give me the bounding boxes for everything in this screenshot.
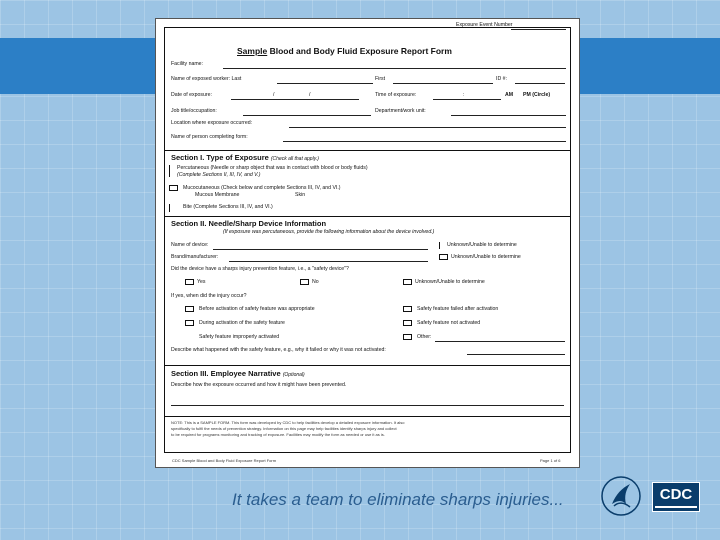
mucous-membrane-label: Mucous Membrane [195, 192, 240, 198]
narrative-prompt: Describe how the exposure occurred and how it might have been prevented. [171, 382, 347, 388]
safety-yes-checkbox[interactable] [185, 279, 194, 285]
safety-unknown-checkbox[interactable] [403, 279, 412, 285]
form-title: Sample Blood and Body Fluid Exposure Report Form [237, 46, 452, 56]
date-field[interactable] [231, 99, 359, 100]
footer-right: Page 1 of 6 [540, 458, 561, 463]
worker-last-field[interactable] [277, 83, 373, 84]
location-label: Location where exposure occurred: [171, 120, 253, 126]
narrative-field[interactable] [171, 405, 564, 406]
job-field[interactable] [243, 115, 371, 116]
when-during-checkbox[interactable] [185, 320, 194, 326]
when-improper-label: Safety feature improperly activated [199, 334, 280, 340]
department-field[interactable] [451, 115, 566, 116]
percutaneous-checkbox[interactable] [169, 165, 172, 177]
divider-2 [165, 216, 570, 217]
footer-left: CDC Sample Blood and Body Fluid Exposure Report Form [172, 458, 277, 463]
bite-checkbox[interactable] [169, 204, 172, 212]
location-field[interactable] [289, 127, 566, 128]
date-slash-2: / [309, 92, 311, 98]
worker-first-field[interactable] [393, 83, 493, 84]
percutaneous-note: (Complete Sections II, III, IV, and V.) [177, 172, 261, 178]
when-during-label: During activation of the safety feature [199, 320, 285, 326]
time-field[interactable] [433, 99, 501, 100]
when-question: If yes, when did the injury occur? [171, 293, 247, 299]
note-line-3: to be required for programs monitoring and tracking of exposure. Facilities may modify the form as needed or use it as is. [171, 432, 385, 437]
time-colon: : [463, 92, 465, 98]
when-failed-label: Safety feature failed after activation [417, 306, 499, 312]
form-body [164, 27, 571, 453]
divider-1 [165, 150, 570, 151]
date-label: Date of exposure: [171, 92, 212, 98]
when-not-activated-label: Safety feature not activated [417, 320, 481, 326]
percutaneous-label: Percutaneous (Needle or sharp object that was in contact with blood or body fluids) [177, 165, 368, 171]
section-2-title: Section II. Needle/Sharp Device Information [171, 219, 327, 228]
device-unknown-checkbox[interactable] [439, 242, 442, 249]
date-slash-1: / [273, 92, 275, 98]
cdc-logo: CDC [652, 482, 700, 512]
safety-yes-label: Yes [197, 279, 206, 285]
device-name-field[interactable] [213, 249, 428, 250]
divider-4 [165, 416, 570, 417]
when-failed-checkbox[interactable] [403, 306, 412, 312]
device-unknown-label: Unknown/Unable to determine [447, 242, 517, 248]
facility-label: Facility name: [171, 61, 203, 67]
department-label: Department/work unit: [375, 108, 426, 114]
report-form [155, 18, 580, 468]
time-label: Time of exposure: [375, 92, 417, 98]
divider-3 [165, 365, 570, 366]
completing-field[interactable] [283, 141, 566, 142]
worker-first-label: First [375, 76, 386, 82]
bite-label: Bite (Complete Sections III, IV, and VI.) [183, 204, 273, 210]
when-before-checkbox[interactable] [185, 306, 194, 312]
pm-option[interactable]: PM (Circle) [523, 92, 551, 98]
mucocutaneous-checkbox[interactable] [169, 185, 178, 191]
id-field[interactable] [515, 83, 565, 84]
when-not-activated-checkbox[interactable] [403, 320, 412, 326]
id-label: ID #: [496, 76, 507, 82]
brand-field[interactable] [229, 261, 428, 262]
safety-question: Did the device have a sharps injury prevention feature, i.e., a "safety device"? [171, 266, 349, 272]
when-before-label: Before activation of safety feature was appropriate [199, 306, 315, 312]
brand-label: Brand/manufacturer: [171, 254, 219, 260]
facility-field[interactable] [223, 68, 566, 69]
brand-unknown-label: Unknown/Unable to determine [451, 254, 521, 260]
am-option[interactable]: AM [505, 92, 514, 98]
job-label: Job title/occupation: [171, 108, 217, 114]
skin-label: Skin [295, 192, 306, 198]
describe-field[interactable] [467, 354, 565, 355]
mucocutaneous-label: Mucocutaneous (Check below and complete Sections III, IV, and VI.) [183, 185, 341, 191]
section-1-title: Section I. Type of Exposure (Check all that apply.) [171, 153, 319, 162]
when-other-checkbox[interactable] [403, 334, 412, 340]
safety-no-label: No [312, 279, 319, 285]
note-line-1: NOTE: This is a SAMPLE FORM. This form was developed by CDC to help facilities develop a detailed exposure information. It also [171, 420, 405, 425]
slide-tagline: It takes a team to eliminate sharps injuries... [232, 490, 564, 509]
hhs-eagle-logo [600, 474, 642, 518]
section-2-hint: (If exposure was percutaneous, provide the following information about the device involved.) [223, 229, 435, 235]
brand-unknown-checkbox[interactable] [439, 254, 448, 260]
when-other-label: Other: [417, 334, 432, 340]
note-line-2: specifically to fulfil the needs of prevention strategy. Information on this page may help facilities identify sharps injury and collect [171, 426, 397, 431]
describe-label: Describe what happened with the safety feature, e.g., why it failed or why it was not activated: [171, 347, 386, 353]
worker-last-label: Name of exposed worker: Last [171, 76, 242, 82]
device-name-label: Name of device: [171, 242, 209, 248]
when-other-field[interactable] [435, 341, 565, 342]
completing-label: Name of person completing form: [171, 134, 248, 140]
safety-unknown-label: Unknown/Unable to determine [415, 279, 485, 285]
section-3-title: Section III. Employee Narrative (Optional) [171, 369, 305, 378]
event-number-label: Exposure Event Number [456, 22, 513, 28]
safety-no-checkbox[interactable] [300, 279, 309, 285]
